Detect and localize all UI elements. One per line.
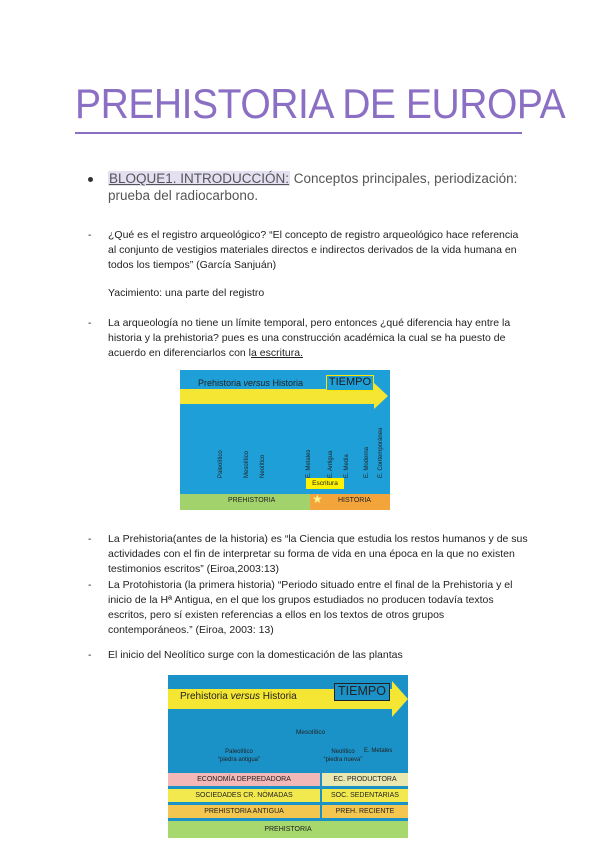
period-label: E. Moderna — [364, 446, 370, 478]
economia-productora-row: EC. PRODUCTORA — [322, 773, 408, 786]
tiempo-label: TIEMPO — [334, 683, 390, 701]
paleolitico-label: Paleolítico “piedra antigua” — [217, 749, 261, 763]
period-label: E. Media — [344, 454, 350, 478]
dash-bullet: - — [88, 533, 92, 545]
paragraph-text: La Prehistoria(antes de la historia) es “la Ciencia que estudia los restos humanos y de sus actividades con el fin de interpretar su forma de vida en una época en la que no existen testimonios escritos” (Eiroa,2003:13) — [108, 533, 528, 575]
period-label: Paleolítico — [218, 450, 224, 478]
paragraph-neolitico — [88, 648, 528, 663]
prehistoria-reciente-row: PREH. RECIENTE — [322, 805, 408, 818]
neolitico-label: Neolítico “piedra nueva” — [323, 749, 363, 763]
paragraph-prehistoria — [88, 532, 528, 577]
dash-bullet: - — [88, 317, 92, 329]
period-label: E. Antigua — [328, 450, 334, 478]
paragraph-arqueologia — [88, 316, 528, 361]
prehistoria-label: PREHISTORIA — [228, 497, 276, 504]
sociedades-sedentarias-row: SOC. SEDENTARIAS — [322, 789, 408, 802]
paragraph-protohistoria — [88, 578, 528, 638]
economia-depredadora-row: ECONOMÍA DEPREDADORA — [168, 773, 320, 786]
dash-bullet: - — [88, 229, 92, 241]
escritura-marker: Escritura — [306, 478, 344, 489]
bloque-text: Conceptos principales, periodización: prueba del radiocarbono. — [108, 171, 518, 203]
prehistoria-historia-timeline-figure — [180, 370, 390, 510]
period-labels — [180, 427, 390, 478]
arrow-right-icon — [374, 383, 388, 409]
paragraph-registro — [88, 228, 528, 273]
period-label: Mesolítico — [244, 450, 250, 478]
period-label: E. Metales — [306, 449, 312, 478]
figure-caption: Prehistoria versus Historia — [180, 691, 297, 702]
mesolitico-label: Mesolítico — [296, 729, 326, 736]
metales-label: E. Metales — [364, 748, 393, 754]
prehistoria-row: PREHISTORIA — [168, 821, 408, 838]
paragraph-text: La arqueología no tiene un límite temporal, pero entonces ¿qué diferencia hay entre la historia y la prehistoria? pues es una construcción académica la cual se ha puesto de acuerdo en diferenciarlos con l — [108, 317, 511, 359]
bullet-dot-icon — [88, 177, 93, 182]
paragraph-text: ¿Qué es el registro arqueológico? “El concepto de registro arqueológico hace referencia al conjunto de vestigios materiales directos e indirectos derivados de la vida humana en todos los tiempos” (García Sanjuán) — [108, 229, 519, 271]
title-underline — [75, 132, 522, 134]
timeline-arrow-band — [180, 389, 376, 404]
prehistoria-antigua-row: PREHISTORIA ANTIGUA — [168, 805, 320, 818]
paragraph-text: Yacimiento: una parte del registro — [108, 287, 265, 299]
sociedades-nomadas-row: SOCIEDADES CR. NÓMADAS — [168, 789, 320, 802]
bloque-bullet — [88, 170, 528, 204]
dash-bullet: - — [88, 649, 92, 661]
tiempo-label: TIEMPO — [326, 375, 374, 391]
arrow-right-icon — [392, 681, 408, 717]
page-title: PREHISTORIA DE EUROPA — [75, 80, 566, 127]
paragraph-text: El inicio del Neolítico surge con la domesticación de las plantas — [108, 649, 403, 661]
periodizacion-figure — [168, 675, 408, 838]
figure-caption: Prehistoria versus Historia — [198, 378, 304, 388]
star-icon: ★ — [312, 492, 323, 506]
dash-bullet: - — [88, 579, 92, 591]
paragraph-text: La Protohistoria (la primera historia) “Periodo situado entre el final de la Prehistoria y el inicio de la Hª Antigua, en el que los grupos estudiados no producen todavía textos escritos, pero sí existen referencias a ellos en los textos de otros grupos contemporáneos.” (Eiroa, 2003: 13) — [108, 579, 513, 636]
period-label: E. Contemporánea — [378, 427, 384, 478]
historia-label: HISTORIA — [338, 497, 371, 504]
period-label: Neolítico — [260, 454, 266, 478]
bloque-label[interactable]: BLOQUE1. INTRODUCCIÓN: — [109, 171, 290, 186]
paragraph-yacimiento — [88, 286, 528, 301]
escritura-link[interactable]: a escritura. — [251, 347, 303, 359]
